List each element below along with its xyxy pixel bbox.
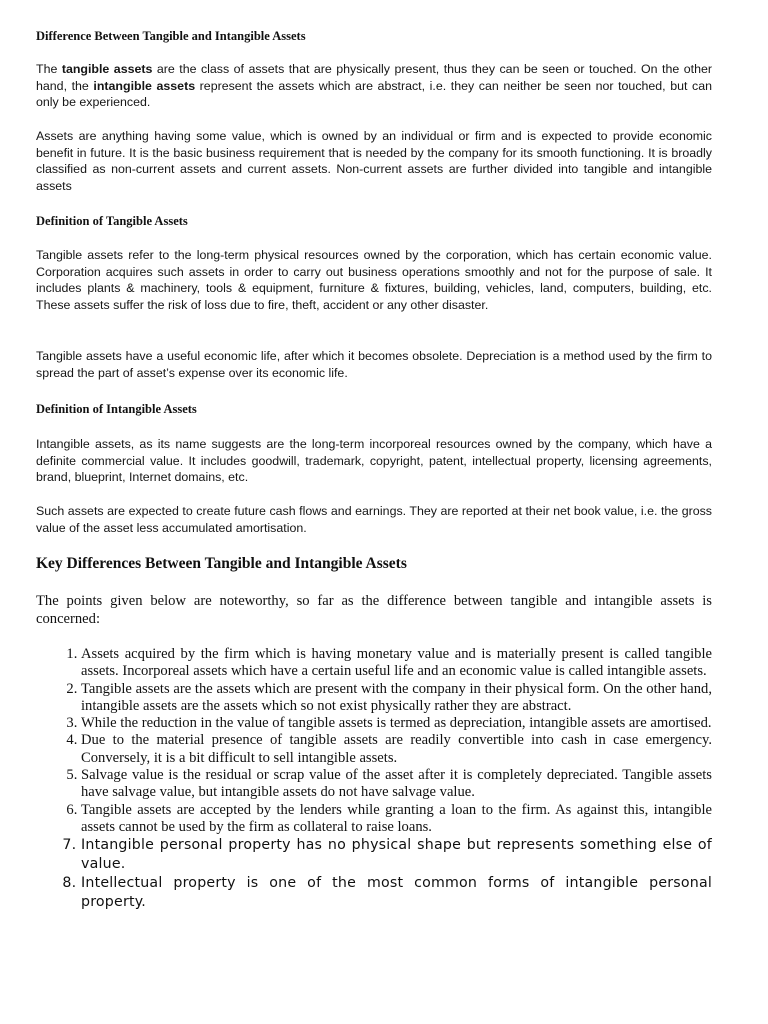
heading-definition-tangible: Definition of Tangible Assets — [36, 214, 188, 228]
heading-difference: Difference Between Tangible and Intangible Assets — [36, 29, 306, 43]
list-item: 2. Tangible assets are the assets which are present with the company in their physical form. On the other hand, intangible assets are the assets which so not exist physically rather they are abstract. — [81, 681, 712, 716]
list-item: 6. Tangible assets are accepted by the lenders while granting a loan to the firm. As against this, intangible assets cannot be used by the firm as collateral to raise loans. — [81, 802, 712, 837]
bold-intangible-assets: intangible assets — [93, 78, 196, 93]
paragraph-assets-definition: Assets are anything having some value, which is owned by an individual or firm and is expected to provide economic benefit in future. It is the basic business requirement that is needed by the company for its smooth functioning. It is broadly classified as non-current assets and current assets. Non-current assets are further divided into tangible and intangible assets — [36, 129, 712, 194]
heading-definition-intangible: Definition of Intangible Assets — [36, 402, 197, 416]
list-item: 4. Due to the material presence of tangible assets are readily convertible into cash in case emergency. Conversely, it is a bit difficult to sell intangible assets. — [81, 732, 712, 767]
text-run: represent the assets which are abstract, i.e. they can neither be seen nor touched, but can only be experienced. — [36, 78, 712, 110]
paragraph-tangible-definition: Tangible assets refer to the long-term physical resources owned by the corporation, which has certain economic value. Corporation acquires such assets in order to carry out business operations smoothly and not for the purpose of sale. It includes plants & machinery, tools & equipment, furniture & fixtures, building, vehicles, land, computers, building, etc. These assets suffer the risk of loss due to fire, theft, accident or any other disaster. — [36, 248, 712, 313]
paragraph-tangible-depreciation: Tangible assets have a useful economic life, after which it becomes obsolete. Depreciation is a method used by the firm to spread the part of asset’s expense over its economic life. — [36, 349, 712, 380]
list-item: 8. Intellectual property is one of the most common forms of intangible personal property. — [81, 874, 712, 912]
list-item: 5. Salvage value is the residual or scrap value of the asset after it is completely depreciated. Tangible assets have salvage value, but intangible assets do not have salvage value. — [81, 767, 712, 802]
paragraph-key-differences-intro: The points given below are noteworthy, so far as the difference between tangible and intangible assets is concerned: — [36, 593, 712, 627]
paragraph-intangible-definition: Intangible assets, as its name suggests are the long-term incorporeal resources owned by the company, which have a definite commercial value. It includes goodwill, trademark, copyright, patent, intellectual property, licensing agreements, brand, blueprint, Internet domains, etc. — [36, 437, 712, 485]
text-run: are the class of assets that are physically present, thus they can be seen or touched. On the other hand, the — [36, 62, 712, 93]
heading-key-differences: Key Differences Between Tangible and Intangible Assets — [36, 555, 407, 572]
list-item: 7. Intangible personal property has no physical shape but represents something else of value. — [81, 836, 712, 874]
bold-tangible-assets: tangible assets — [61, 62, 153, 76]
list-item: 3. While the reduction in the value of tangible assets is termed as depreciation, intangible assets are amortised. — [81, 715, 712, 732]
text-run: The — [36, 62, 62, 76]
paragraph-intangible-reporting: Such assets are expected to create future cash flows and earnings. They are reported at their net book value, i.e. the gross value of the asset less accumulated amortisation. — [36, 504, 712, 535]
key-differences-list — [36, 646, 712, 912]
list-item: 1. Assets acquired by the firm which is having monetary value and is materially present is called tangible assets. Incorporeal assets which have a certain useful life and an economic value is called intangible assets. — [81, 646, 712, 681]
paragraph-tangible-intangible-intro — [36, 61, 712, 111]
